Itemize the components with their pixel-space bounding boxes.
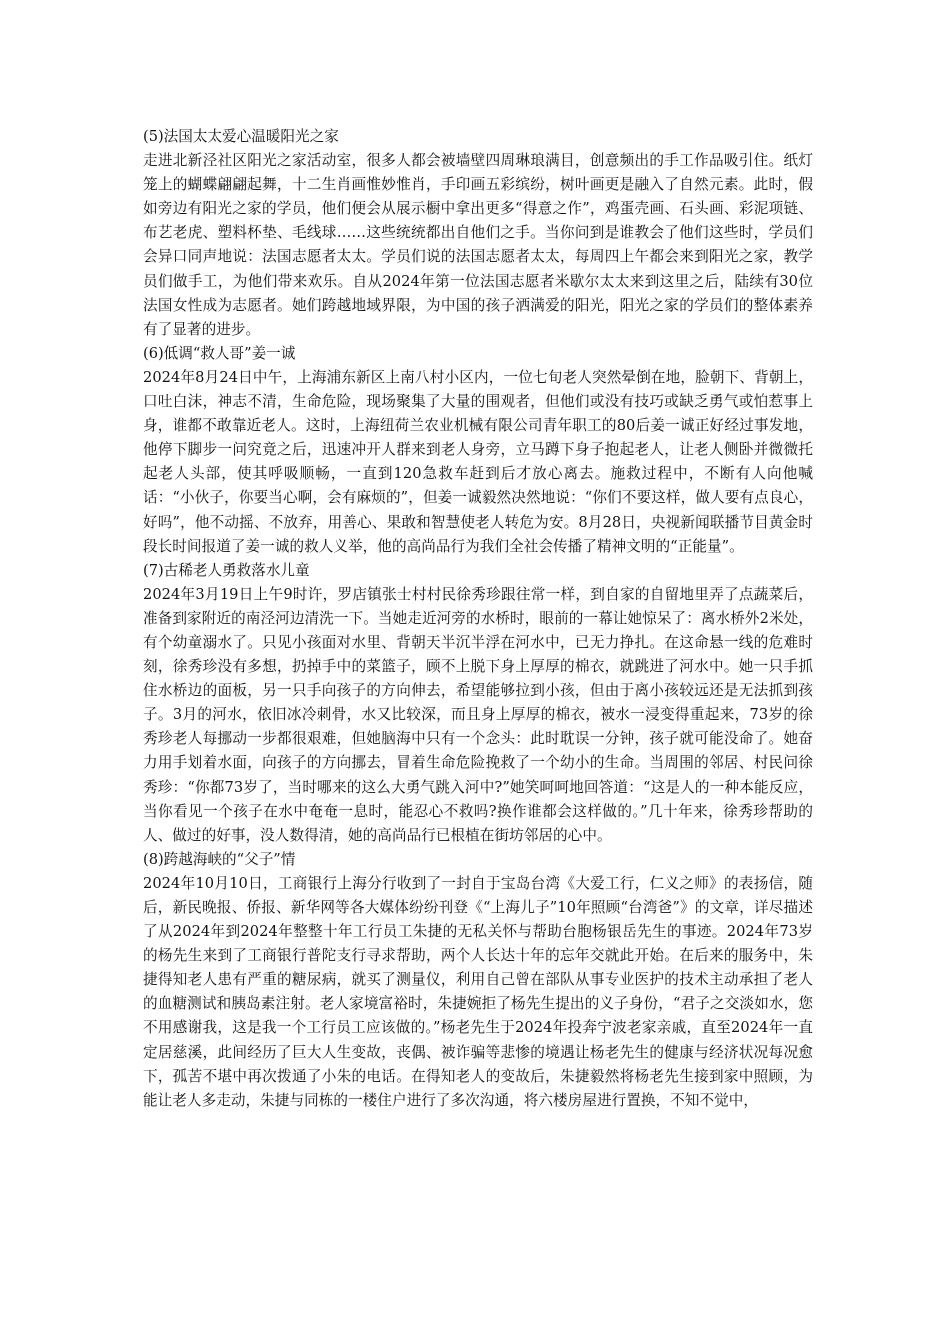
section-heading: (8)跨越海峡的“父子”情: [143, 850, 296, 868]
section-body: 2024年10月10日，工商银行上海分行收到了一封自于宝岛台湾《大爱工行，仁义之师》的表扬信，随后，新民晚报、侨报、新华网等各大媒体纷纷刊登《“上海儿子”10年照顾“台湾爸”》的文章，详尽描述了从2024年到2024年整整十年工行员工朱捷的无私关怀与帮助台胞杨银岳先生的事迹。2024年73岁的杨先生来到了工商银行普陀支行寻求帮助，两个人长达十年的忘年交就此开始。在后来的服务中，朱捷得知老人患有严重的糖尿病，就买了测量仪，利用自己曾在部队从事专业医护的技术主动承担了老人的血糖测试和胰岛素注射。老人家境富裕时，朱捷婉拒了杨先生提出的义子身份，“君子之交淡如水，您不用感谢我，这是我一个工行员工应该做的。”杨老先生于2024年投奔宁波老家亲戚，直至2024年一直定居慈溪，此间经历了巨大人生变故，丧偶、被诈骗等悲惨的境遇让杨老先生的健康与经济状况每况愈下，孤苦不堪中再次拨通了小朱的电话。在得知老人的变故后，朱捷毅然将杨老先生接到家中照顾，为能让老人多走动，朱捷与同栋的一楼住户进行了多次沟通，将六楼房屋进行置换，不知不觉中，: [143, 874, 813, 1109]
section-heading: (5)法国太太爱心温暖阳光之家: [143, 128, 339, 145]
section-7: [143, 559, 813, 848]
section-body: 2024年3月19日上午9时许，罗店镇张士村村民徐秀珍跟往常一样，到自家的自留地里弄了点蔬菜后，准备到家附近的南泾河边清洗一下。当她走近河旁的水桥时，眼前的一幕让她惊呆了：离水桥外2米处，有个幼童溺水了。只见小孩面对水里、背朝天半沉半浮在河水中，已无力挣扎。在这命悬一线的危难时刻，徐秀珍没有多想，扔掉手中的菜篮子，顾不上脱下身上厚厚的棉衣，就跳进了河水中。她一只手抓住水桥边的面板，另一只手向孩子的方向伸去，希望能够拉到小孩，但由于离小孩较远还是无法抓到孩子。3月的河水，依旧冰冷刺骨，水又比较深，而且身上厚厚的棉衣，被水一浸变得重起来，73岁的徐秀珍老人每挪动一步都很艰难，但她脑海中只有一个念头：此时耽误一分钟，孩子就可能没命了。她奋力用手划着水面，向孩子的方向挪去，冒着生命危险挽救了一个幼小的生命。当周围的邻居、村民问徐秀珍：“你都73岁了，当时哪来的这么大勇气跳入河中?”她笑呵呵地回答道：“这是人的一种本能反应，当你看见一个孩子在水中奄奄一息时，能忍心不救吗?换作谁都会这样做的。”几十年来，徐秀珍帮助的人、做过的好事，没人数得清，她的高尚品行已根植在街坊邻居的心中。: [143, 585, 813, 844]
section-body: 走进北新泾社区阳光之家活动室，很多人都会被墙壁四周琳琅满目，创意频出的手工作品吸引住。纸灯笼上的蝴蝶翩翩起舞，十二生肖画惟妙惟肖，手印画五彩缤纷，树叶画更是融入了自然元素。此时，假如旁边有阳光之家的学员，他们便会从展示橱中拿出更多“得意之作”，鸡蛋壳画、石头画、彩泥项链、布艺老虎、塑料杯垫、毛线球……这些统统都出自他们之手。当你问到是谁教会了他们这些时，学员们会异口同声地说：法国志愿者太太。学员们说的法国志愿者太太，每周四上午都会来到阳光之家，教学员们做手工，为他们带来欢乐。自从2024年第一位法国志愿者米歇尔太太来到这里之后，陆续有30位法国女性成为志愿者。她们跨越地域界限，为中国的孩子洒满爱的阳光，阳光之家的学员们的整体素养有了显著的进步。: [143, 152, 813, 338]
section-6: [143, 342, 813, 559]
section-heading: (6)低调“救人哥”姜一诚: [143, 344, 296, 362]
document-page: [143, 125, 813, 1113]
section-body: 2024年8月24日中午，上海浦东新区上南八村小区内，一位七旬老人突然晕倒在地，脸朝下、背朝上，口吐白沫，神志不清，生命危险，现场聚集了大量的围观者，但他们或没有技巧或缺乏勇气或怕惹事上身，谁都不敢靠近老人。这时，上海纽荷兰农业机械有限公司青年职工的80后姜一诚正好经过事发地，他停下脚步一问究竟之后，迅速冲开人群来到老人身旁，立马蹲下身子抱起老人，让老人侧卧并微微托起老人头部，使其呼吸顺畅，一直到120急救车赶到后才放心离去。施救过程中，不断有人向他喊话：“小伙子，你要当心啊，会有麻烦的”，但姜一诚毅然决然地说：“你们不要这样，做人要有点良心，好吗”，他不动摇、不放弃，用善心、果敢和智慧使老人转危为安。8月28日，央视新闻联播节目黄金时段长时间报道了姜一诚的救人义举，他的高尚品行为我们全社会传播了精神文明的“正能量”。: [143, 368, 813, 555]
section-8: [143, 848, 813, 1113]
section-5: [143, 125, 813, 342]
section-heading: (7)古稀老人勇救落水儿童: [143, 561, 310, 579]
